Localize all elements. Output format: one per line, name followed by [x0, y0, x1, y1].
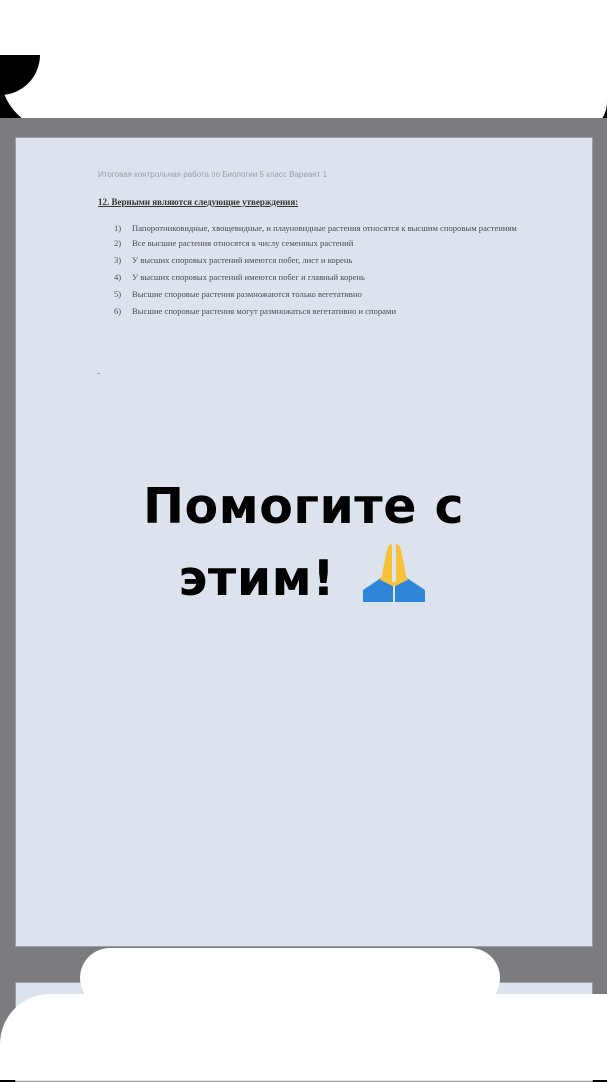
option-number: 6)	[114, 306, 122, 316]
caption-line-2	[60, 540, 547, 623]
option-text: У высших споровых растений имеются побег, лист и корень	[132, 255, 353, 265]
answer-option	[114, 255, 554, 266]
caption-line-2-text: этим!	[178, 550, 336, 607]
answer-option	[114, 272, 554, 283]
caption-line-1: Помогите с	[142, 478, 465, 535]
option-number: 4)	[114, 272, 122, 282]
option-text: Все высшие растения относятся к числу семенных растений	[132, 238, 354, 248]
redaction-bottom-wide	[0, 994, 607, 1080]
answer-option	[114, 306, 554, 317]
option-text: Папоротниковидные, хвощевидные, и плауновидные растения относятся к высшим споровым растениям	[132, 223, 517, 233]
answer-option	[114, 238, 554, 249]
answer-option	[114, 223, 554, 234]
folded-hands-icon	[359, 540, 429, 623]
answer-option	[114, 289, 554, 300]
document-header: Итоговая контрольная работа по Биологии 5 класс Вариант 1	[98, 170, 328, 179]
option-text: Высшие споровые растения могут размножаться вегетативно и спорами	[132, 306, 397, 316]
option-number: 3)	[114, 255, 122, 265]
option-number: 1)	[114, 223, 122, 233]
stray-dash: -	[97, 368, 100, 378]
option-text: У высших споровых растений имеются побег и главный корень	[132, 272, 365, 282]
option-number: 5)	[114, 289, 122, 299]
answer-options	[114, 223, 554, 323]
overlay-caption	[60, 474, 547, 623]
option-text: Высшие споровые растения размножаются только вегетативно	[132, 289, 362, 299]
option-number: 2)	[114, 238, 122, 248]
question-title: 12. Верными являются следующие утверждения:	[98, 197, 299, 207]
